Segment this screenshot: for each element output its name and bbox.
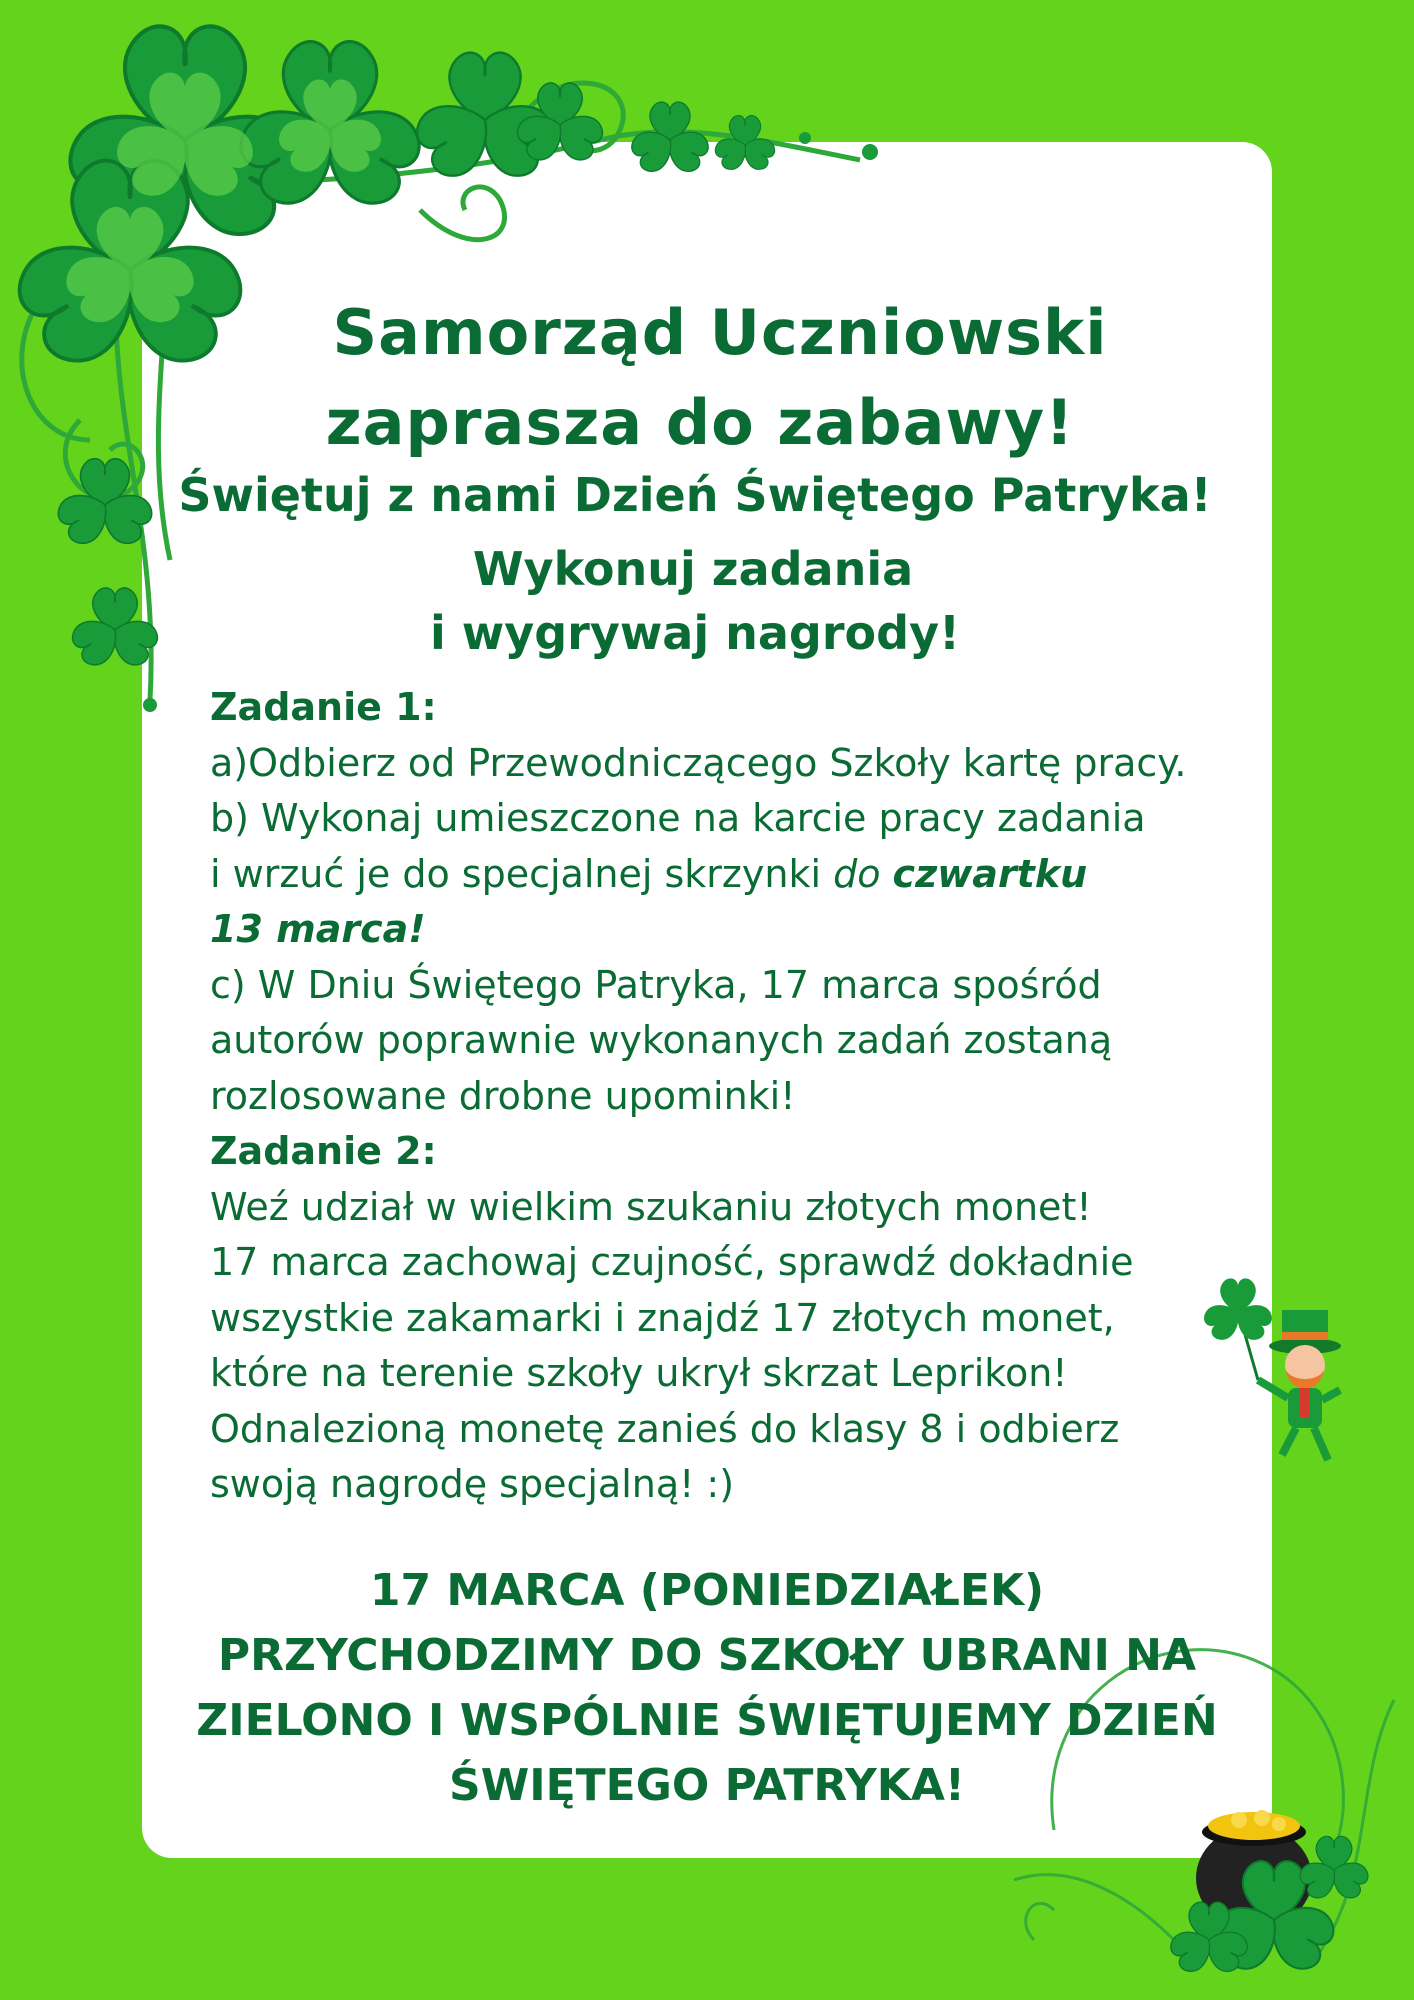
subtitle-line-1: Świętuj z nami Dzień Świętego Patryka! xyxy=(178,468,1212,522)
task-1-heading: Zadanie 1: xyxy=(210,685,437,729)
task-2-heading: Zadanie 2: xyxy=(210,1129,437,1173)
final-line-3: ZIELONO I WSPÓLNIE ŚWIĘTUJEMY DZIEŃ xyxy=(196,1695,1218,1746)
task-1-a: a)Odbierz od Przewodniczącego Szkoły kartę pracy. xyxy=(210,740,1187,785)
task-1-deadline-date-text: 13 marca! xyxy=(210,907,426,951)
task-1-b-italic: do xyxy=(833,851,893,896)
final-line-4: ŚWIĘTEGO PATRYKA! xyxy=(449,1760,965,1811)
task-1-b-line-1: b) Wykonaj umieszczone na karcie pracy zadania xyxy=(210,796,1146,840)
tasks-section xyxy=(210,680,1210,1513)
task-1-c-line-2: autorów poprawnie wykonanych zadań zostaną xyxy=(210,1018,1113,1062)
task-1-b-deadline-date xyxy=(210,902,1210,958)
task-2-line-4: które na terenie szkoły ukrył skrzat Leprikon! xyxy=(210,1351,1068,1395)
task-1-b-line-2 xyxy=(210,847,1210,903)
task-1-c-line-3: rozlosowane drobne upominki! xyxy=(210,1073,796,1118)
final-announcement xyxy=(142,1558,1272,1818)
subtitle-line-3: i wygrywaj nagrody! xyxy=(429,606,961,660)
task-2-line-2: 17 marca zachowaj czujność, sprawdź dokładnie xyxy=(210,1240,1134,1284)
task-2-line-6: swoją nagrodę specjalną! :) xyxy=(210,1462,735,1506)
main-title-line-2: zaprasza do zabawy! xyxy=(325,386,1075,459)
task-2-line-5: Odnalezioną monetę zanieś do klasy 8 i odbierz xyxy=(210,1406,1120,1451)
subtitle-line-2: Wykonuj zadania xyxy=(472,542,914,596)
final-line-2: PRZYCHODZIMY DO SZKOŁY UBRANI NA xyxy=(217,1630,1197,1681)
final-line-1: 17 MARCA (PONIEDZIAŁEK) xyxy=(369,1565,1045,1616)
main-title-line-1: Samorząd Uczniowski xyxy=(332,296,1108,369)
task-2-line-1: Weź udział w wielkim szukaniu złotych monet! xyxy=(210,1184,1092,1229)
task-1-b-prefix: i wrzuć je do specjalnej skrzynki xyxy=(210,851,834,896)
task-2-line-3: wszystkie zakamarki i znajdź 17 złotych monet, xyxy=(210,1295,1115,1340)
task-1-c-line-1: c) W Dniu Świętego Patryka, 17 marca spośród xyxy=(210,962,1102,1007)
leprechaun-icon xyxy=(1200,1270,1350,1470)
task-1-b-deadline-day: czwartku xyxy=(892,851,1088,896)
